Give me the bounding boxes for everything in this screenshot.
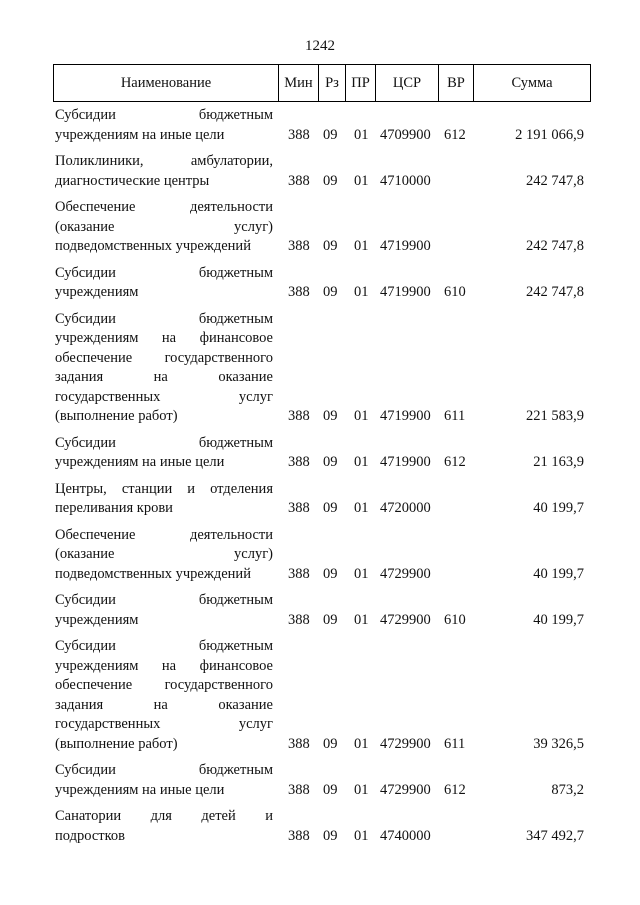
table-row (0, 807, 640, 846)
row-rz: 09 (323, 827, 338, 844)
row-name-line: Санатории для детей и (55, 808, 273, 824)
row-sum: 221 583,9 (526, 408, 584, 424)
row-name-line: подведомственных учреждений (55, 238, 251, 254)
row-csr: 4740000 (380, 827, 431, 844)
row-pr: 01 (354, 172, 369, 189)
row-min: 388 (288, 454, 310, 470)
row-name-line: Поликлиники, амбулатории, (55, 153, 273, 169)
row-pr: 01 (354, 126, 369, 143)
row-name (55, 591, 273, 630)
row-name-line: (выполнение работ) (55, 735, 178, 752)
row-name-line: Субсидии бюджетным (55, 264, 273, 281)
row-name-line: переливания крови (55, 500, 173, 516)
row-name (55, 480, 273, 519)
row-min: 388 (288, 827, 310, 844)
row-csr: 4719900 (380, 454, 431, 470)
row-rz: 09 (323, 126, 338, 143)
header-sum: Сумма (511, 74, 553, 91)
page-number: 1242 (305, 38, 335, 54)
row-name-line: Субсидии бюджетным (55, 310, 273, 327)
row-csr: 4729900 (380, 781, 431, 798)
row-vr: 612 (444, 781, 466, 798)
table-row (0, 152, 640, 191)
row-name (55, 198, 273, 257)
row-name-line: учреждениям (55, 284, 139, 300)
table-row (0, 526, 640, 585)
row-pr: 01 (354, 781, 369, 798)
row-name-line: государственных услуг (55, 716, 273, 732)
row-name-line: учреждениям на финансовое (55, 657, 273, 674)
row-name-line: Обеспечение деятельности (55, 199, 273, 215)
row-rz: 09 (323, 611, 338, 628)
row-csr: 4709900 (380, 126, 431, 143)
row-sum: 39 326,5 (533, 735, 584, 752)
row-name (55, 761, 273, 800)
row-min: 388 (288, 126, 310, 143)
row-pr: 01 (354, 735, 369, 752)
row-name-line: задания на оказание (55, 696, 273, 713)
table-row (0, 198, 640, 257)
row-name-line: обеспечение государственного (55, 677, 273, 693)
row-vr: 611 (444, 735, 466, 752)
row-min: 388 (288, 500, 310, 516)
header-pr: ПР (346, 65, 376, 101)
row-name-line: задания на оказание (55, 369, 273, 385)
row-sum: 2 191 066,9 (515, 126, 584, 143)
row-rz: 09 (323, 735, 338, 752)
row-name (55, 526, 273, 585)
row-min: 388 (288, 238, 310, 254)
row-name (55, 434, 273, 473)
row-name-line: (выполнение работ) (55, 408, 178, 424)
row-csr: 4729900 (380, 735, 431, 752)
header-min: Мин (279, 65, 319, 101)
row-sum: 40 199,7 (533, 500, 584, 516)
row-min: 388 (288, 408, 310, 424)
row-vr: 612 (444, 126, 466, 143)
row-name-line: обеспечение государственного (55, 349, 273, 366)
row-pr: 01 (354, 611, 369, 628)
row-pr: 01 (354, 565, 369, 582)
table-header (53, 64, 591, 102)
row-name-line: Субсидии бюджетным (55, 592, 273, 608)
row-rz: 09 (323, 781, 338, 798)
row-sum: 21 163,9 (533, 454, 584, 470)
row-name (55, 310, 273, 427)
row-name-line: Обеспечение деятельности (55, 526, 273, 543)
row-name-line: учреждениям (55, 611, 139, 628)
row-vr: 610 (444, 284, 466, 300)
row-pr: 01 (354, 454, 369, 470)
row-min: 388 (288, 611, 310, 628)
row-name-line: (оказание услуг) (55, 546, 273, 562)
row-sum: 242 747,8 (526, 172, 584, 189)
header-name: Наименование (54, 65, 279, 101)
row-rz: 09 (323, 284, 338, 300)
row-csr: 4729900 (380, 611, 431, 628)
row-pr: 01 (354, 827, 369, 844)
row-name-line: подростков (55, 827, 126, 844)
row-name (55, 152, 273, 191)
row-name-line: Субсидии бюджетным (55, 434, 273, 451)
row-name-line: подведомственных учреждений (55, 565, 251, 582)
row-pr: 01 (354, 408, 369, 424)
row-csr: 4719900 (380, 284, 431, 300)
row-name (55, 807, 273, 846)
header-csr: ЦСР (376, 65, 439, 101)
table-row (0, 480, 640, 519)
row-name-line: учреждениям на финансовое (55, 330, 273, 346)
row-name-line: Субсидии бюджетным (55, 107, 273, 123)
table-row (0, 106, 640, 145)
row-rz: 09 (323, 500, 338, 516)
row-name-line: учреждениям на иные цели (55, 126, 225, 143)
row-name-line: учреждениям на иные цели (55, 454, 225, 470)
row-name-line: Центры, станции и отделения (55, 480, 273, 497)
header-rz: Рз (319, 65, 346, 101)
row-sum: 40 199,7 (533, 611, 584, 628)
row-name-line: (оказание услуг) (55, 218, 273, 235)
row-min: 388 (288, 284, 310, 300)
table-row (0, 761, 640, 800)
table-row (0, 264, 640, 303)
row-min: 388 (288, 172, 310, 189)
row-pr: 01 (354, 284, 369, 300)
row-csr: 4720000 (380, 500, 431, 516)
row-name (55, 637, 273, 754)
row-min: 388 (288, 565, 310, 582)
header-vr: ВР (439, 65, 474, 101)
row-pr: 01 (354, 238, 369, 254)
row-name-line: Субсидии бюджетным (55, 762, 273, 778)
row-vr: 610 (444, 611, 466, 628)
row-csr: 4710000 (380, 172, 431, 189)
row-rz: 09 (323, 238, 338, 254)
row-rz: 09 (323, 172, 338, 189)
row-csr: 4729900 (380, 565, 431, 582)
row-sum: 242 747,8 (526, 284, 584, 300)
row-name (55, 264, 273, 303)
row-min: 388 (288, 781, 310, 798)
row-sum: 873,2 (551, 781, 584, 798)
row-csr: 4719900 (380, 408, 431, 424)
row-name-line: Субсидии бюджетным (55, 638, 273, 654)
row-sum: 347 492,7 (526, 827, 584, 844)
row-name-line: учреждениям на иные цели (55, 781, 225, 798)
table-row (0, 310, 640, 427)
table-row (0, 637, 640, 754)
row-name (55, 106, 273, 145)
row-name-line: диагностические центры (55, 172, 210, 189)
row-rz: 09 (323, 408, 338, 424)
row-rz: 09 (323, 454, 338, 470)
row-sum: 242 747,8 (526, 238, 584, 254)
row-csr: 4719900 (380, 238, 431, 254)
table-row (0, 591, 640, 630)
row-min: 388 (288, 735, 310, 752)
row-name-line: государственных услуг (55, 388, 273, 405)
row-rz: 09 (323, 565, 338, 582)
row-sum: 40 199,7 (533, 565, 584, 582)
row-pr: 01 (354, 500, 369, 516)
row-vr: 612 (444, 454, 466, 470)
table-row (0, 434, 640, 473)
row-vr: 611 (444, 408, 466, 424)
